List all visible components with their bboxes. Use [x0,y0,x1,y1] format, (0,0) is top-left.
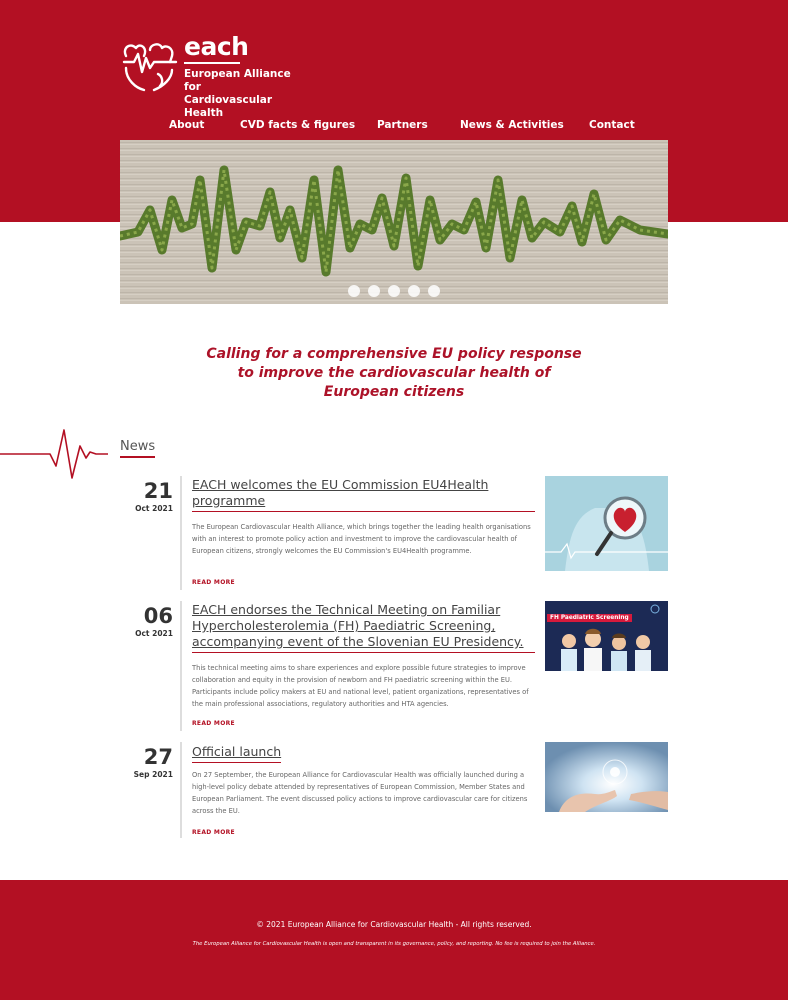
news-day: 21 [143,479,173,503]
news-date [120,604,173,638]
heartbeat-herbs-image [120,140,668,304]
news-title-link[interactable]: EACH endorses the Technical Meeting on Familiar Hypercholesterolemia (FH) Paediatric Screening, accompanying event of the Slovenian EU Presidency. [192,602,535,653]
logo-subtitle-line2: Cardiovascular Health [184,94,273,119]
news-divider [180,742,182,838]
pulse-line-icon [0,428,112,482]
site-footer [0,880,788,1000]
news-excerpt: On 27 September, the European Alliance for Cardiovascular Health was officially launched during a high-level policy debate attended by representatives of European Commission, Member States and European Parliament. The event discussed policy actions to improve cardiovascular care for citizens across the EU. [192,771,528,815]
news-content [192,602,535,710]
nav-contact[interactable]: Contact [589,119,635,131]
thumbnail-caption: FH Paediatric Screening [547,614,632,622]
news-excerpt: This technical meeting aims to share experiences and explore possible future strategies to improve collaboration and equity in the provision of newborn and FH paediatric screening within the EU. Participants include policy makers at EU and national level, patient organizations, representatives of the main professional associations, regulatory authorities and HTA agencies. [192,664,529,708]
nav-partners[interactable]: Partners [377,119,428,131]
nav-about[interactable]: About [169,119,205,131]
news-title-link[interactable]: EACH welcomes the EU Commission EU4Health programme [192,477,535,512]
news-thumbnail[interactable] [545,601,668,671]
heart-logo-icon [120,40,178,92]
hero-slider[interactable] [120,140,668,304]
nav-news-activities[interactable]: News & Activities [460,119,564,131]
news-day: 27 [143,745,173,769]
slider-dot-3[interactable] [388,285,400,297]
read-more-link[interactable]: READ MORE [192,720,235,727]
news-excerpt: The European Cardiovascular Health Alliance, which brings together the leading health organisations with an interest to promote policy action and investment to improve the cardiovascular health of European citizens, strongly welcomes the EU Commission's EU4Health programme. [192,523,531,555]
news-divider [180,476,182,590]
read-more-link[interactable]: READ MORE [192,829,235,836]
main-nav [0,119,788,133]
logo-divider [184,62,240,64]
news-heading: News [120,439,155,458]
slider-dots [120,285,668,297]
news-thumbnail[interactable] [545,742,668,812]
tagline: Calling for a comprehensive EU policy response to improve the cardiovascular health of European citizens [206,346,582,400]
logo-subtitle-line1: European Alliance for [184,68,291,93]
news-date [120,745,173,779]
news-content [192,477,535,557]
news-day: 06 [143,604,173,628]
slider-dot-2[interactable] [368,285,380,297]
slider-dot-4[interactable] [408,285,420,297]
logo-subtitle [184,68,310,120]
news-divider [180,601,182,731]
news-item [120,601,668,733]
news-content [192,743,535,817]
glowing-hands-icon [545,742,668,812]
footer-copyright: © 2021 European Alliance for Cardiovascular Health - All rights reserved. [256,920,532,929]
read-more-link[interactable]: READ MORE [192,579,235,586]
site-logo[interactable] [120,32,310,119]
news-item [120,742,668,840]
slider-dot-1[interactable] [348,285,360,297]
footer-note: The European Alliance for Cardiovascular Health is open and transparent in its governance, policy, and reporting. No fee is required to join the Alliance. [192,941,596,947]
news-thumbnail[interactable] [545,476,668,571]
news-title-link[interactable]: Official launch [192,744,281,763]
logo-wordmark: each [184,32,249,61]
news-month: Oct 2021 [135,504,173,513]
news-item [120,476,668,592]
nav-cvd-facts[interactable]: CVD facts & figures [240,119,356,131]
news-month: Sep 2021 [133,770,173,779]
slider-dot-5[interactable] [428,285,440,297]
heart-magnifier-icon [545,476,668,571]
news-month: Oct 2021 [135,629,173,638]
children-photo-icon [545,601,668,671]
news-date [120,479,173,513]
